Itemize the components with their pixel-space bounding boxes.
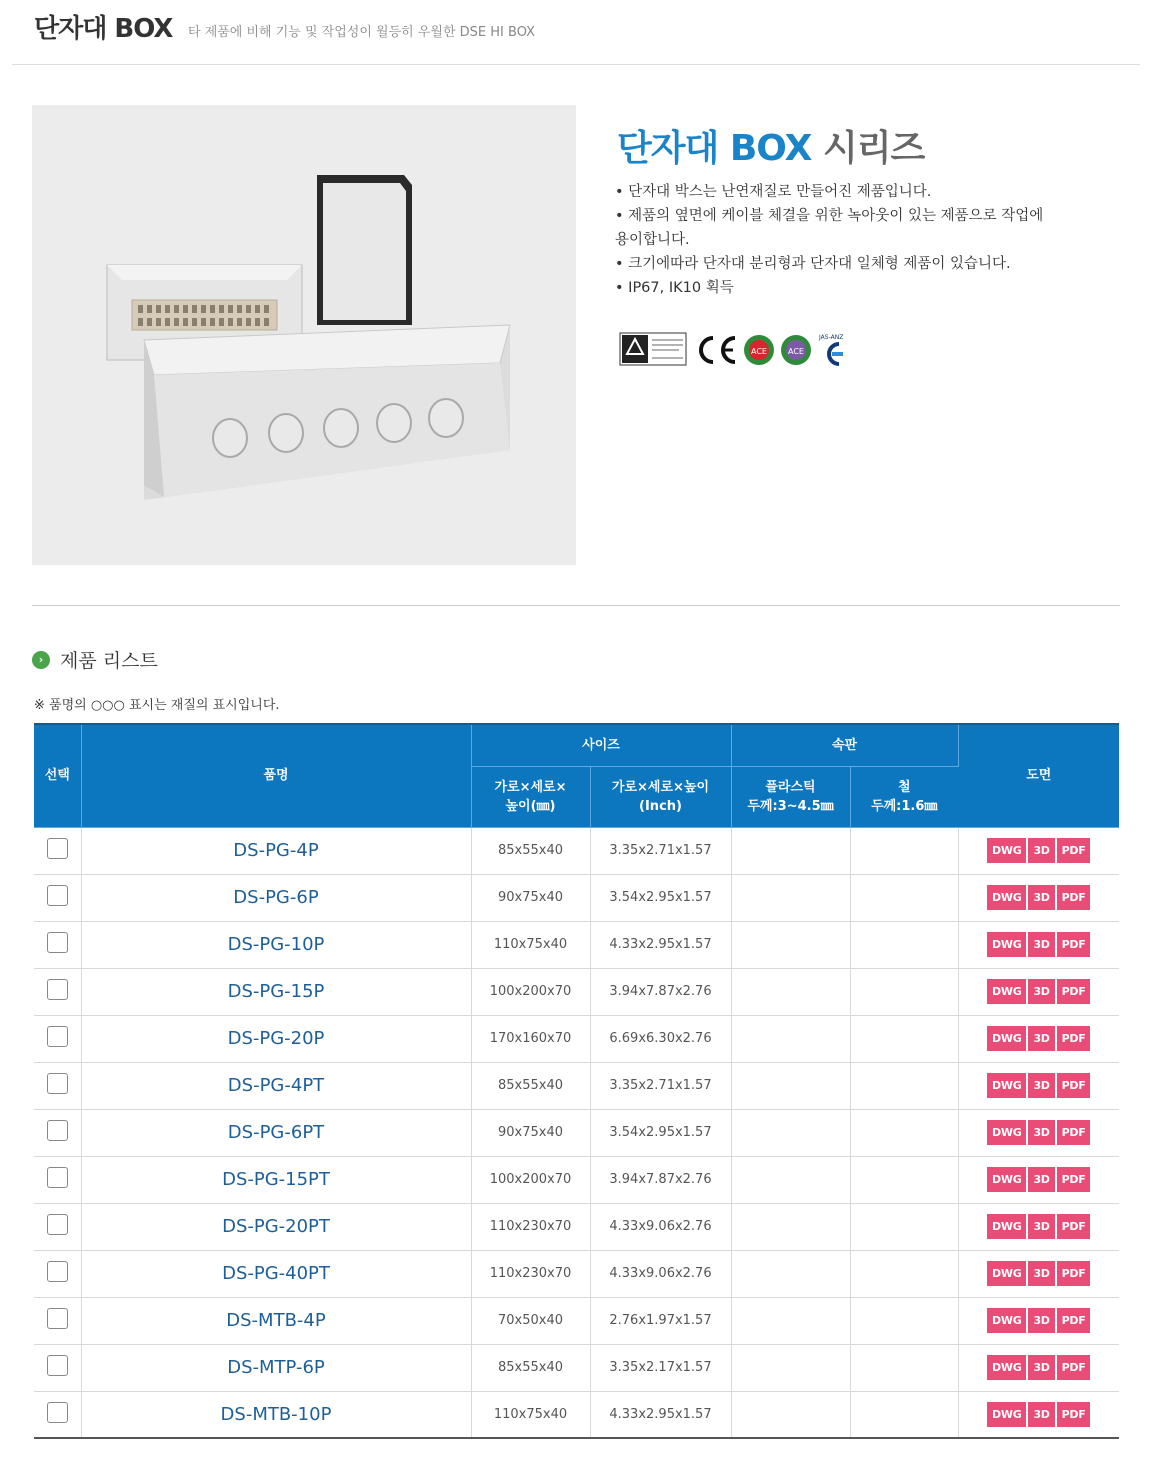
feature-item: • IP67, IK10 획득 <box>615 280 734 296</box>
dwg-button[interactable]: DWG <box>987 1402 1026 1427</box>
drawing-cell <box>958 1015 1119 1062</box>
drawing-cell <box>958 1391 1119 1438</box>
steel-cell <box>850 1391 958 1438</box>
feature-item: • 단자대 박스는 난연재질로 만들어진 제품입니다. <box>615 184 932 200</box>
pdf-button[interactable]: PDF <box>1057 1214 1091 1239</box>
steel-cell <box>850 1344 958 1391</box>
page-header <box>0 0 1152 65</box>
dwg-button[interactable]: DWG <box>987 1308 1026 1333</box>
select-checkbox[interactable] <box>47 1073 68 1094</box>
steel-cell <box>850 1062 958 1109</box>
product-name[interactable]: DS-PG-15PT <box>222 1169 330 1190</box>
product-name-cell <box>81 1297 471 1344</box>
3d-button[interactable]: 3D <box>1028 1120 1054 1145</box>
ce-mark-icon <box>701 338 735 362</box>
product-name-cell <box>81 827 471 874</box>
size-inch-cell: 4.33x9.06x2.76 <box>590 1250 731 1297</box>
size-mm-cell: 110x230x70 <box>471 1250 590 1297</box>
series-title <box>617 120 924 171</box>
pdf-button[interactable]: PDF <box>1057 1120 1091 1145</box>
drawing-cell <box>958 1297 1119 1344</box>
size-inch-cell: 3.35x2.71x1.57 <box>590 1062 731 1109</box>
select-checkbox[interactable] <box>47 885 68 906</box>
feature-list <box>615 180 1055 300</box>
select-checkbox[interactable] <box>47 1214 68 1235</box>
table-row <box>34 874 1119 921</box>
size-inch-cell: 3.94x7.87x2.76 <box>590 1156 731 1203</box>
page-subtitle: 타 제품에 비해 기능 및 작업성이 월등히 우월한 DSE HI BOX <box>188 25 536 40</box>
size-inch-cell: 4.33x2.95x1.57 <box>590 1391 731 1438</box>
steel-cell <box>850 1250 958 1297</box>
plastic-cell <box>731 827 850 874</box>
size-mm-cell: 70x50x40 <box>471 1297 590 1344</box>
steel-cell <box>850 968 958 1015</box>
size-mm-cell: 110x230x70 <box>471 1203 590 1250</box>
drawing-cell <box>958 1250 1119 1297</box>
header-size-mm: 가로×세로× 높이(㎜) <box>471 766 590 827</box>
dwg-button[interactable]: DWG <box>987 1073 1026 1098</box>
plastic-cell <box>731 968 850 1015</box>
3d-button[interactable]: 3D <box>1028 838 1054 863</box>
select-checkbox[interactable] <box>47 1308 68 1329</box>
select-cell <box>34 968 81 1015</box>
product-name[interactable]: DS-MTB-4P <box>226 1310 326 1331</box>
table-row <box>34 1250 1119 1297</box>
table-row <box>34 1062 1119 1109</box>
plastic-cell <box>731 1109 850 1156</box>
plastic-cell <box>731 1015 850 1062</box>
product-name[interactable]: DS-PG-20P <box>227 1028 325 1049</box>
dwg-button[interactable]: DWG <box>987 1120 1026 1145</box>
select-cell <box>34 921 81 968</box>
plastic-cell <box>731 921 850 968</box>
size-inch-cell: 4.33x2.95x1.57 <box>590 921 731 968</box>
size-mm-cell: 100x200x70 <box>471 968 590 1015</box>
table-row <box>34 1344 1119 1391</box>
3d-button[interactable]: 3D <box>1028 1073 1054 1098</box>
steel-cell <box>850 874 958 921</box>
3d-button[interactable]: 3D <box>1028 1261 1054 1286</box>
header-size: 사이즈 <box>471 724 731 766</box>
steel-cell <box>850 1015 958 1062</box>
product-list-heading <box>32 646 158 673</box>
table-row <box>34 1156 1119 1203</box>
3d-button[interactable]: 3D <box>1028 979 1054 1004</box>
terminal-box-illustration <box>32 105 576 565</box>
size-mm-cell: 110x75x40 <box>471 921 590 968</box>
header-select: 선택 <box>34 724 81 827</box>
select-checkbox[interactable] <box>47 1402 68 1423</box>
select-checkbox[interactable] <box>47 1261 68 1282</box>
header-steel: 철 두께:1.6㎜ <box>850 766 958 827</box>
dwg-button[interactable]: DWG <box>987 838 1026 863</box>
select-cell <box>34 1344 81 1391</box>
plastic-cell <box>731 1203 850 1250</box>
size-inch-cell: 3.35x2.71x1.57 <box>590 827 731 874</box>
svg-text:ACE: ACE <box>788 347 804 356</box>
plastic-cell <box>731 1156 850 1203</box>
select-checkbox[interactable] <box>47 1026 68 1047</box>
series-title-main: 단자대 BOX <box>617 128 812 169</box>
product-name[interactable]: DS-PG-4P <box>233 840 319 861</box>
ace-iso-mark-2-icon <box>781 335 811 365</box>
product-list-title: 제품 리스트 <box>60 650 158 672</box>
3d-button[interactable]: 3D <box>1028 885 1054 910</box>
header-divider <box>12 64 1140 65</box>
select-cell <box>34 874 81 921</box>
size-mm-cell: 85x55x40 <box>471 1062 590 1109</box>
size-mm-cell: 90x75x40 <box>471 874 590 921</box>
product-name[interactable]: DS-PG-6P <box>233 887 319 908</box>
plastic-cell <box>731 1062 850 1109</box>
select-cell <box>34 1391 81 1438</box>
header-size-inch: 가로×세로×높이 (Inch) <box>590 766 731 827</box>
drawing-cell <box>958 827 1119 874</box>
drawing-cell <box>958 1203 1119 1250</box>
tuv-mark-icon <box>620 333 686 365</box>
pdf-button[interactable]: PDF <box>1057 932 1091 957</box>
size-inch-cell: 3.94x7.87x2.76 <box>590 968 731 1015</box>
plastic-cell <box>731 874 850 921</box>
product-name-cell <box>81 968 471 1015</box>
size-inch-cell: 3.35x2.17x1.57 <box>590 1344 731 1391</box>
pdf-button[interactable]: PDF <box>1057 1073 1091 1098</box>
select-cell <box>34 1156 81 1203</box>
page-title: 단자대 BOX <box>34 14 173 44</box>
plastic-cell <box>731 1344 850 1391</box>
dwg-button[interactable]: DWG <box>987 1214 1026 1239</box>
plastic-cell <box>731 1391 850 1438</box>
dwg-button[interactable]: DWG <box>987 1026 1026 1051</box>
table-row <box>34 968 1119 1015</box>
select-checkbox[interactable] <box>47 979 68 1000</box>
drawing-cell <box>958 1109 1119 1156</box>
product-name[interactable]: DS-MTP-6P <box>227 1357 325 1378</box>
size-mm-cell: 85x55x40 <box>471 827 590 874</box>
size-mm-cell: 170x160x70 <box>471 1015 590 1062</box>
pdf-button[interactable]: PDF <box>1057 1167 1091 1192</box>
table-row <box>34 1297 1119 1344</box>
3d-button[interactable]: 3D <box>1028 1167 1054 1192</box>
size-mm-cell: 85x55x40 <box>471 1344 590 1391</box>
table-row <box>34 1015 1119 1062</box>
chevron-right-icon: › <box>32 651 50 669</box>
product-name[interactable]: DS-PG-6PT <box>227 1122 325 1143</box>
pdf-button[interactable]: PDF <box>1057 885 1091 910</box>
size-mm-cell: 110x75x40 <box>471 1391 590 1438</box>
size-inch-cell: 3.54x2.95x1.57 <box>590 874 731 921</box>
select-cell <box>34 1250 81 1297</box>
plastic-cell <box>731 1297 850 1344</box>
product-image <box>32 105 576 565</box>
select-checkbox[interactable] <box>47 1120 68 1141</box>
size-inch-cell: 4.33x9.06x2.76 <box>590 1203 731 1250</box>
pdf-button[interactable]: PDF <box>1057 838 1091 863</box>
3d-button[interactable]: 3D <box>1028 1355 1054 1380</box>
size-mm-cell: 100x200x70 <box>471 1156 590 1203</box>
svg-text:ACE: ACE <box>751 347 767 356</box>
select-checkbox[interactable] <box>47 838 68 859</box>
product-name-cell <box>81 1156 471 1203</box>
product-name[interactable]: DS-PG-10P <box>227 934 325 955</box>
select-checkbox[interactable] <box>47 1167 68 1188</box>
table-row <box>34 1109 1119 1156</box>
dwg-button[interactable]: DWG <box>987 932 1026 957</box>
size-inch-cell: 2.76x1.97x1.57 <box>590 1297 731 1344</box>
product-name-cell <box>81 874 471 921</box>
certification-logos <box>619 330 859 370</box>
3d-button[interactable]: 3D <box>1028 932 1054 957</box>
pdf-button[interactable]: PDF <box>1057 1026 1091 1051</box>
dwg-button[interactable]: DWG <box>987 1261 1026 1286</box>
header-name: 품명 <box>81 724 471 827</box>
product-name[interactable]: DS-PG-40PT <box>222 1263 330 1284</box>
select-cell <box>34 1015 81 1062</box>
header-plate: 속판 <box>731 724 958 766</box>
steel-cell <box>850 921 958 968</box>
select-cell <box>34 1203 81 1250</box>
select-checkbox[interactable] <box>47 932 68 953</box>
section-divider <box>32 605 1120 606</box>
3d-button[interactable]: 3D <box>1028 1026 1054 1051</box>
drawing-cell <box>958 968 1119 1015</box>
product-name-cell <box>81 1391 471 1438</box>
select-cell <box>34 1109 81 1156</box>
3d-button[interactable]: 3D <box>1028 1214 1054 1239</box>
product-name[interactable]: DS-PG-15P <box>227 981 325 1002</box>
material-note: ※ 품명의 ○○○ 표시는 재질의 표시입니다. <box>34 698 280 713</box>
pdf-button[interactable]: PDF <box>1057 1402 1091 1427</box>
drawing-cell <box>958 921 1119 968</box>
steel-cell <box>850 1203 958 1250</box>
3d-button[interactable]: 3D <box>1028 1308 1054 1333</box>
product-name-cell <box>81 1015 471 1062</box>
feature-item: • 크기에따라 단자대 분리형과 단자대 일체형 제품이 있습니다. <box>615 256 1011 272</box>
size-mm-cell: 90x75x40 <box>471 1109 590 1156</box>
product-name[interactable]: DS-PG-20PT <box>222 1216 330 1237</box>
product-table <box>34 723 1119 1439</box>
product-name-cell <box>81 921 471 968</box>
steel-cell <box>850 827 958 874</box>
drawing-cell <box>958 1344 1119 1391</box>
plastic-cell <box>731 1250 850 1297</box>
steel-cell <box>850 1109 958 1156</box>
product-name-cell <box>81 1203 471 1250</box>
dwg-button[interactable]: DWG <box>987 1167 1026 1192</box>
jas-anz-mark-icon <box>818 334 843 364</box>
table-row <box>34 827 1119 874</box>
header-drawing: 도면 <box>958 724 1119 827</box>
product-name-cell <box>81 1109 471 1156</box>
steel-cell <box>850 1297 958 1344</box>
dwg-button[interactable]: DWG <box>987 1355 1026 1380</box>
table-row <box>34 1203 1119 1250</box>
select-cell <box>34 1297 81 1344</box>
drawing-cell <box>958 1062 1119 1109</box>
product-name[interactable]: DS-MTB-10P <box>220 1403 332 1425</box>
pdf-button[interactable]: PDF <box>1057 1308 1091 1333</box>
svg-text:JAS-ANZ: JAS-ANZ <box>819 334 844 341</box>
select-checkbox[interactable] <box>47 1355 68 1376</box>
drawing-cell <box>958 1156 1119 1203</box>
size-inch-cell: 3.54x2.95x1.57 <box>590 1109 731 1156</box>
dwg-button[interactable]: DWG <box>987 885 1026 910</box>
select-cell <box>34 1062 81 1109</box>
table-row <box>34 1391 1119 1438</box>
product-name[interactable]: DS-PG-4PT <box>227 1075 325 1096</box>
3d-button[interactable]: 3D <box>1028 1402 1054 1427</box>
product-name-cell <box>81 1062 471 1109</box>
pdf-button[interactable]: PDF <box>1057 1355 1091 1380</box>
pdf-button[interactable]: PDF <box>1057 1261 1091 1286</box>
steel-cell <box>850 1156 958 1203</box>
ace-iso-mark-icon <box>744 335 774 365</box>
table-row <box>34 921 1119 968</box>
drawing-cell <box>958 874 1119 921</box>
header-plastic: 플라스틱 두께:3~4.5㎜ <box>731 766 850 827</box>
series-title-suffix: 시리즈 <box>822 128 925 169</box>
product-name-cell <box>81 1344 471 1391</box>
feature-item: • 제품의 옆면에 케이블 체결을 위한 녹아웃이 있는 제품으로 작업에 용이합니다. <box>615 208 1044 248</box>
pdf-button[interactable]: PDF <box>1057 979 1091 1004</box>
dwg-button[interactable]: DWG <box>987 979 1026 1004</box>
product-name-cell <box>81 1250 471 1297</box>
size-inch-cell: 6.69x6.30x2.76 <box>590 1015 731 1062</box>
select-cell <box>34 827 81 874</box>
